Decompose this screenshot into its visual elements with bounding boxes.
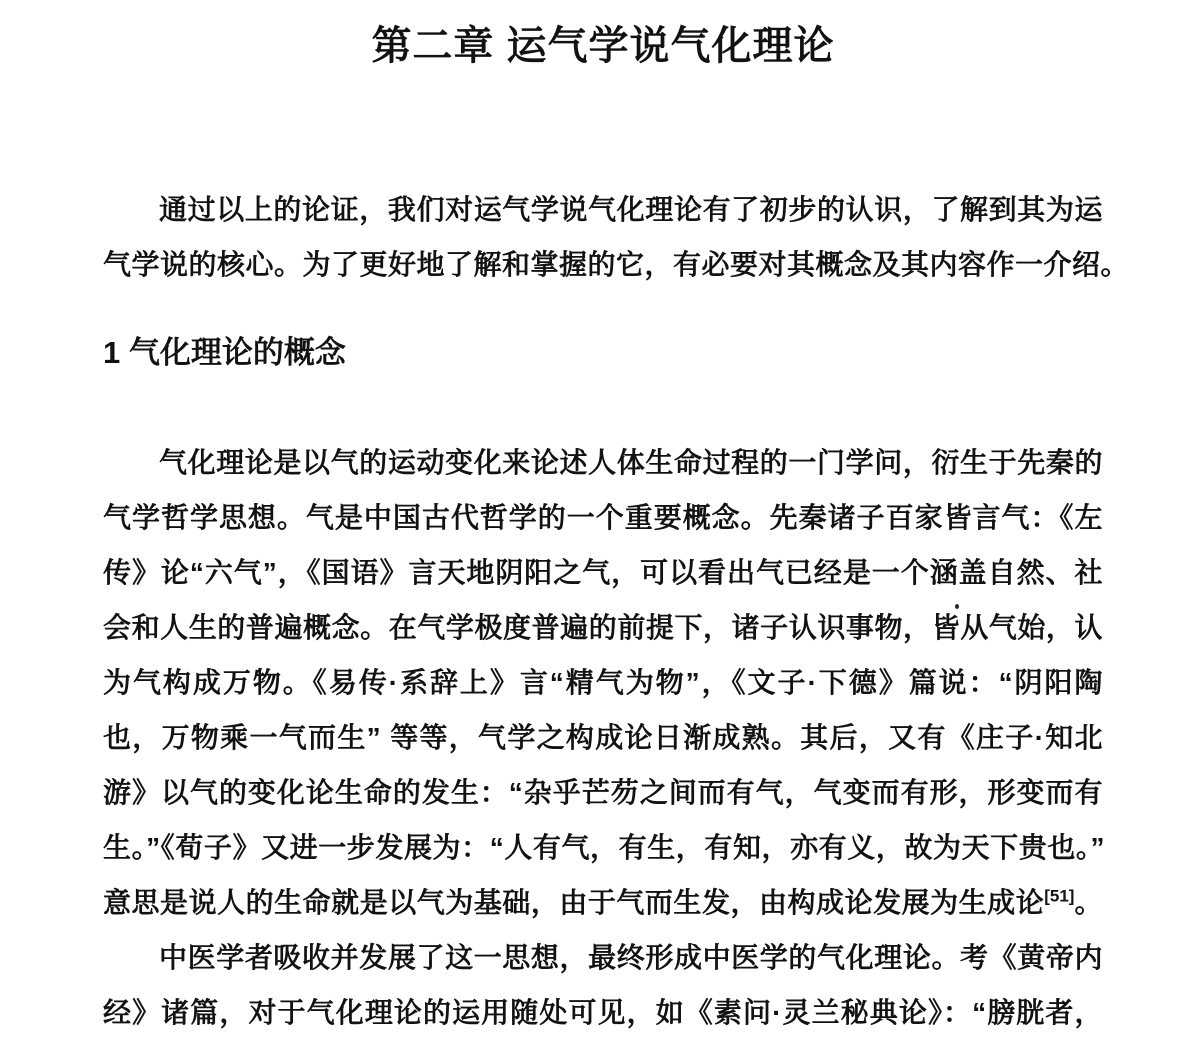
- intro-paragraph: [103, 182, 1130, 292]
- text-line-with-citation: [103, 875, 1103, 930]
- text-line: 气学哲学思想。气是中国古代哲学的一个重要概念。先秦诸子百家皆言气：《左: [103, 502, 1103, 533]
- text-line: 也，万物乘一气而生” 等等，气学之构成论日渐成熟。其后，又有《庄子·知北: [103, 722, 1103, 753]
- text-line: 为气构成万物。《易传·系辞上》言“精气为物”，《文子·下德》篇说：“阴阳陶: [103, 667, 1103, 698]
- text-column: [103, 0, 1130, 1037]
- text-line: 传》论“六气”，《国语》言天地阴阳之气，可以看出气已经是一个涵盖自然、社: [103, 557, 1103, 588]
- text-line: 游》以气的变化论生命的发生：“杂乎芒芴之间而有气，气变而有形，形变而有: [103, 777, 1103, 808]
- stray-ink-mark: [955, 604, 959, 609]
- text-segment: 。: [1074, 887, 1103, 918]
- body-paragraph: [103, 435, 1103, 930]
- text-line: 气化理论是以气的运动变化来论述人体生命过程的一门学问，衍生于先秦的: [159, 447, 1103, 478]
- text-line: 经》诸篇，对于气化理论的运用随处可见，如《素问·灵兰秘典论》：“膀胱者，: [103, 997, 1103, 1028]
- text-segment: 意思是说人的生命就是以气为基础，由于气而生发，由构成论发展为生成论: [103, 887, 1045, 918]
- citation-reference: [51]: [1044, 886, 1075, 906]
- closing-paragraph: [103, 930, 1103, 1037]
- text-line: 中医学者吸收并发展了这一思想，最终形成中医学的气化理论。考《黄帝内: [159, 942, 1103, 973]
- chapter-title: 第二章 运气学说气化理论: [371, 24, 835, 68]
- text-line: 会和人生的普遍概念。在气学极度普遍的前提下，诸子认识事物，皆从气始，认: [103, 612, 1103, 643]
- text-line: 气学说的核心。为了更好地了解和掌握的它，有必要对其概念及其内容作一介绍。: [103, 249, 1130, 280]
- section-heading: 1 气化理论的概念: [103, 335, 346, 370]
- text-line: 通过以上的论证，我们对运气学说气化理论有了初步的认识，了解到其为运: [159, 194, 1103, 225]
- text-line: 生。”《荀子》又进一步发展为：“人有气，有生，有知，亦有义，故为天下贵也。”: [103, 832, 1103, 863]
